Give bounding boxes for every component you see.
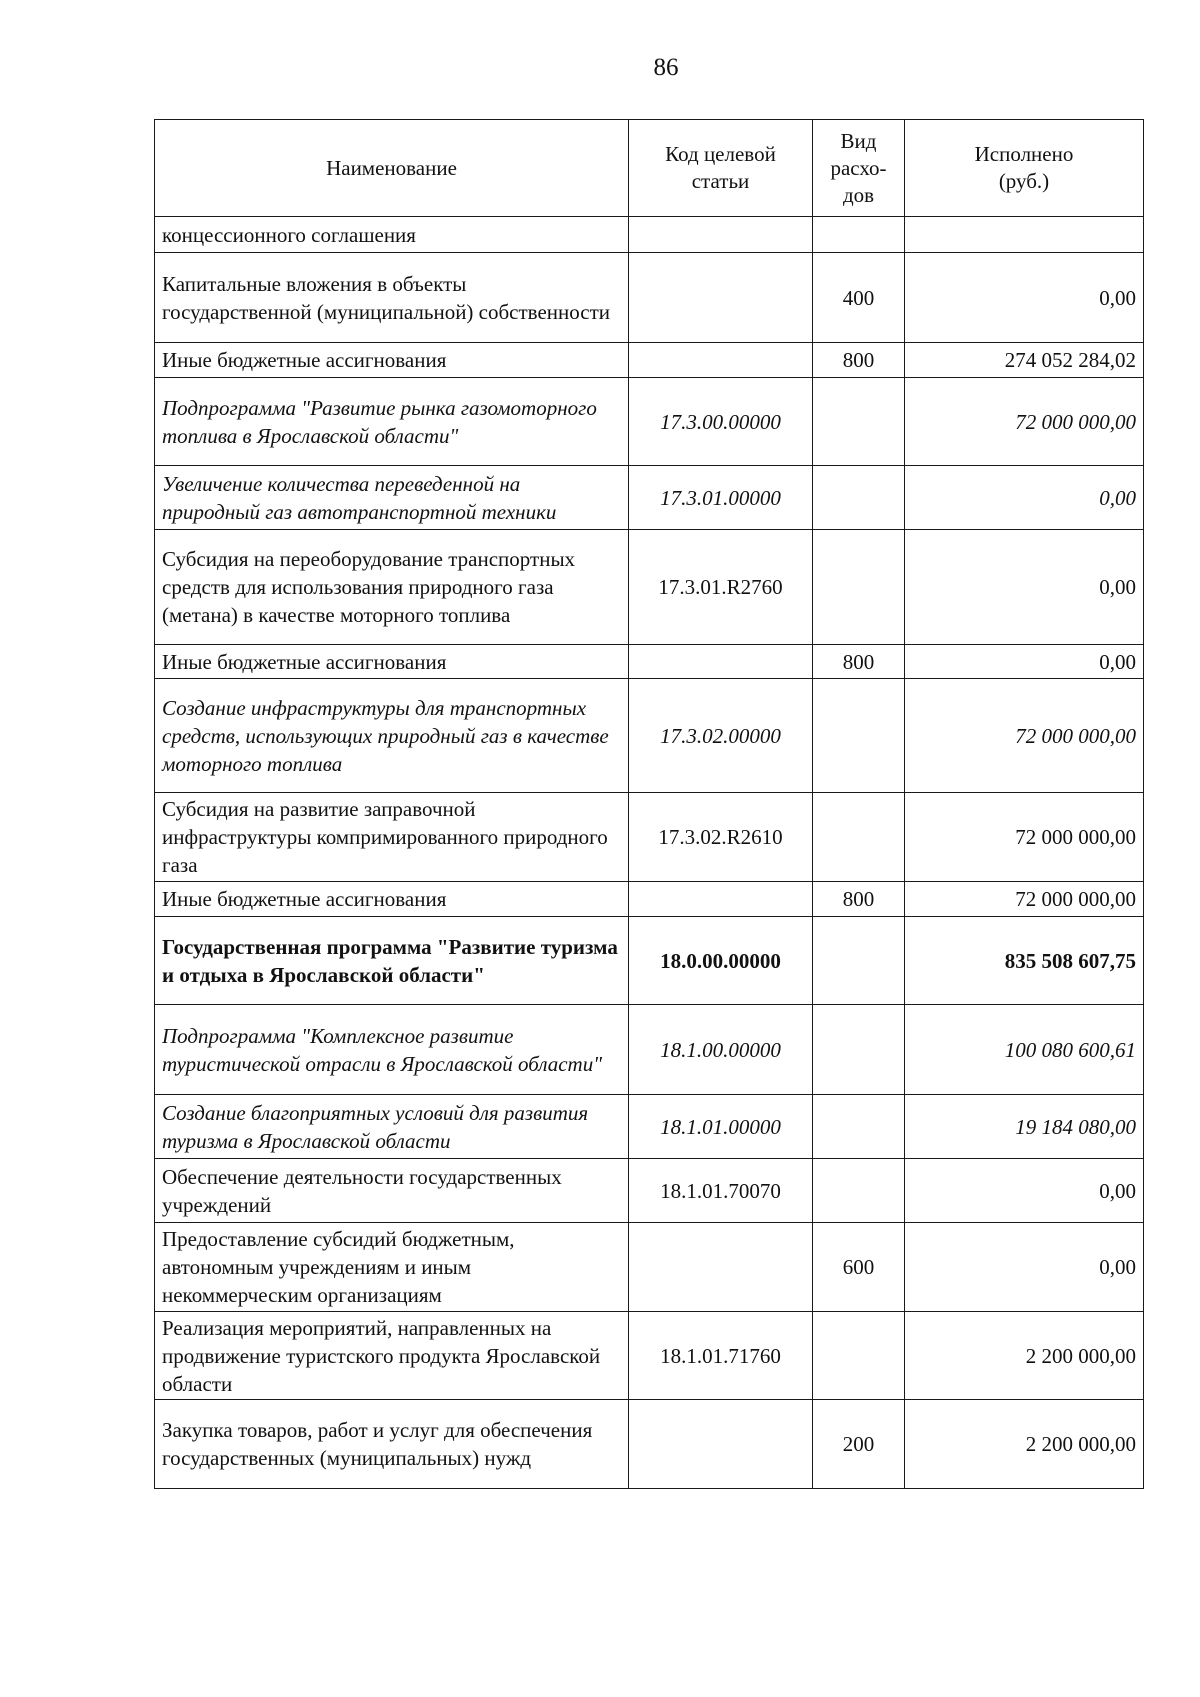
cell-code: 17.3.02.00000	[629, 679, 813, 793]
cell-vid	[813, 793, 905, 882]
cell-vid	[813, 530, 905, 645]
cell-amount: 0,00	[905, 645, 1144, 679]
cell-code: 18.1.00.00000	[629, 1005, 813, 1095]
cell-vid	[813, 679, 905, 793]
header-amount-line1: Исполнено	[974, 142, 1074, 166]
cell-vid	[813, 466, 905, 530]
table-row	[155, 793, 1144, 882]
cell-amount: 0,00	[905, 253, 1144, 343]
cell-vid: 200	[813, 1400, 905, 1489]
cell-code	[629, 1223, 813, 1312]
table-row	[155, 530, 1144, 645]
cell-amount: 0,00	[905, 530, 1144, 645]
cell-code	[629, 645, 813, 679]
table-row	[155, 217, 1144, 253]
table-row	[155, 1005, 1144, 1095]
cell-amount: 19 184 080,00	[905, 1095, 1144, 1159]
cell-vid	[813, 1312, 905, 1400]
header-code	[629, 120, 813, 217]
cell-code: 17.3.02.R2610	[629, 793, 813, 882]
cell-amount: 72 000 000,00	[905, 679, 1144, 793]
cell-amount: 72 000 000,00	[905, 378, 1144, 466]
table-row	[155, 1400, 1144, 1489]
cell-amount: 274 052 284,02	[905, 343, 1144, 378]
cell-vid	[813, 1095, 905, 1159]
cell-name: Подпрограмма "Комплексное развитие туристической отрасли в Ярославской области"	[155, 1005, 629, 1095]
cell-name: Реализация мероприятий, направленных на продвижение туристского продукта Ярославской области	[155, 1312, 629, 1400]
cell-vid	[813, 217, 905, 253]
header-name	[155, 120, 629, 217]
cell-code: 17.3.01.00000	[629, 466, 813, 530]
cell-amount: 72 000 000,00	[905, 793, 1144, 882]
header-code-line2: статьи	[691, 169, 750, 193]
cell-code	[629, 1400, 813, 1489]
cell-name: Закупка товаров, работ и услуг для обеспечения государственных (муниципальных) нужд	[155, 1400, 629, 1489]
table-row	[155, 1223, 1144, 1312]
cell-vid: 400	[813, 253, 905, 343]
cell-name: Подпрограмма "Развитие рынка газомоторного топлива в Ярославской области"	[155, 378, 629, 466]
header-amount	[905, 120, 1144, 217]
table-body	[155, 217, 1144, 1489]
cell-name: Субсидия на переоборудование транспортных средств для использования природного газа (метана) в качестве моторного топлива	[155, 530, 629, 645]
cell-name: Обеспечение деятельности государственных учреждений	[155, 1159, 629, 1223]
cell-vid	[813, 917, 905, 1005]
cell-name: Создание инфраструктуры для транспортных средств, использующих природный газ в качестве моторного топлива	[155, 679, 629, 793]
cell-code	[629, 882, 813, 917]
table-row	[155, 882, 1144, 917]
cell-name: Создание благоприятных условий для развития туризма в Ярославской области	[155, 1095, 629, 1159]
cell-code: 17.3.00.00000	[629, 378, 813, 466]
cell-code: 18.1.01.00000	[629, 1095, 813, 1159]
table-row	[155, 1159, 1144, 1223]
cell-name: Увеличение количества переведенной на природный газ автотранспортной техники	[155, 466, 629, 530]
cell-amount: 100 080 600,61	[905, 1005, 1144, 1095]
cell-name: Предоставление субсидий бюджетным, автономным учреждениям и иным некоммерческим организациям	[155, 1223, 629, 1312]
table-row	[155, 466, 1144, 530]
cell-code: 18.1.01.71760	[629, 1312, 813, 1400]
table-row	[155, 1312, 1144, 1400]
cell-name: Государственная программа "Развитие туризма и отдыха в Ярославской области"	[155, 917, 629, 1005]
cell-vid: 600	[813, 1223, 905, 1312]
cell-name: концессионного соглашения	[155, 217, 629, 253]
header-vid-line2: расхо-	[830, 155, 887, 180]
cell-vid: 800	[813, 645, 905, 679]
table-row	[155, 679, 1144, 793]
header-name-label: Наименование	[326, 155, 457, 180]
cell-vid	[813, 378, 905, 466]
cell-vid: 800	[813, 882, 905, 917]
cell-code: 18.1.01.70070	[629, 1159, 813, 1223]
table-row	[155, 378, 1144, 466]
cell-amount	[905, 217, 1144, 253]
cell-amount: 0,00	[905, 466, 1144, 530]
cell-name: Иные бюджетные ассигнования	[155, 343, 629, 378]
cell-amount: 0,00	[905, 1159, 1144, 1223]
cell-amount: 2 200 000,00	[905, 1312, 1144, 1400]
cell-code	[629, 253, 813, 343]
table-row	[155, 253, 1144, 343]
page-number: 86	[653, 54, 679, 81]
cell-code	[629, 217, 813, 253]
cell-code: 18.0.00.00000	[629, 917, 813, 1005]
cell-name: Субсидия на развитие заправочной инфраструктуры компримированного природного газа	[155, 793, 629, 882]
cell-name: Капитальные вложения в объекты государственной (муниципальной) собственности	[155, 253, 629, 343]
cell-amount: 2 200 000,00	[905, 1400, 1144, 1489]
header-vid-line3: дов	[842, 182, 875, 207]
table-header-row	[155, 120, 1144, 217]
header-amount-line2: (руб.)	[998, 169, 1050, 193]
cell-code: 17.3.01.R2760	[629, 530, 813, 645]
cell-vid	[813, 1005, 905, 1095]
budget-table	[154, 119, 1144, 1489]
header-vid	[813, 120, 905, 217]
cell-code	[629, 343, 813, 378]
table-row	[155, 1095, 1144, 1159]
table-row	[155, 645, 1144, 679]
header-vid-line1: Вид	[840, 128, 877, 153]
cell-name: Иные бюджетные ассигнования	[155, 645, 629, 679]
cell-amount: 835 508 607,75	[905, 917, 1144, 1005]
cell-vid: 800	[813, 343, 905, 378]
header-code-line1: Код целевой	[665, 142, 776, 166]
table-row	[155, 343, 1144, 378]
cell-amount: 0,00	[905, 1223, 1144, 1312]
table-row	[155, 917, 1144, 1005]
cell-vid	[813, 1159, 905, 1223]
cell-name: Иные бюджетные ассигнования	[155, 882, 629, 917]
cell-amount: 72 000 000,00	[905, 882, 1144, 917]
